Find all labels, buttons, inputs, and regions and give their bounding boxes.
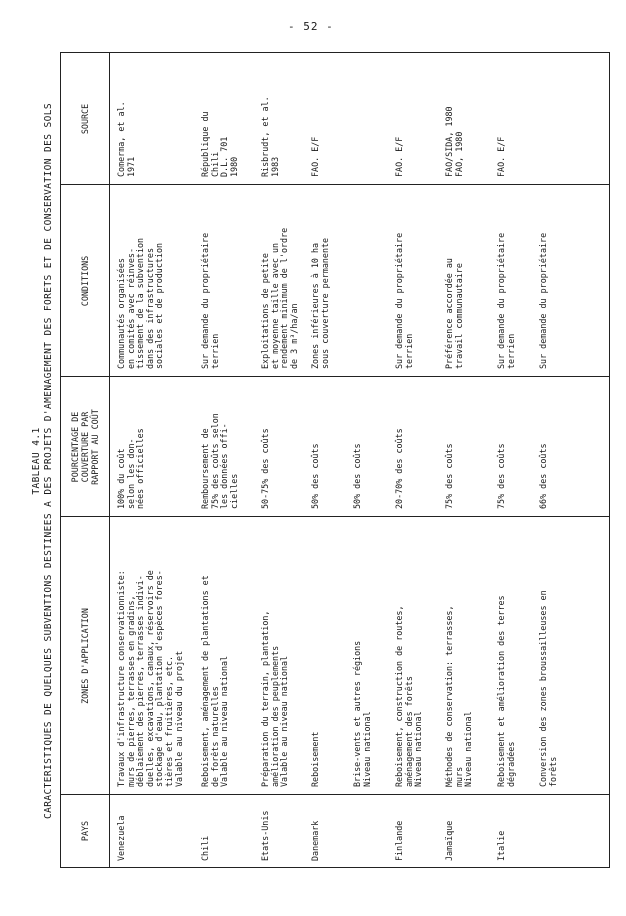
row-italie-zones: Reboisement et amélioration des terres dégradées: [496, 595, 516, 787]
table-caption: CARACTERISTIQUES DE QUELQUES SUBVENTIONS DESTINEES A DES PROJETS D'AMENAGEMENT DES FORETS ET DE CONSERVATION DES SOLS: [43, 103, 54, 819]
row-danemark-conditions: Zones inférieures à 10 ha sous couverture permanente: [310, 237, 330, 369]
header-zones: ZONES D'APPLICATION: [80, 608, 90, 704]
column-divider: [61, 516, 609, 517]
row-jamaique-pourcentage: 75% des coûts: [444, 443, 454, 509]
row-danemark-2-pourcentage: 50% des coûts: [352, 443, 362, 509]
row-etats-unis-source: Risbrudt, et al. 1983: [260, 96, 280, 177]
row-italie-pays: Italie: [496, 830, 506, 861]
row-danemark-pourcentage: 50% des coûts: [310, 443, 320, 509]
row-italie-source: FAO. E/F: [496, 136, 506, 177]
row-jamaique-pays: Jamaïque: [444, 820, 454, 861]
row-etats-unis-conditions: Exploitations de petite et moyenne taille avec un rendement minimum de l'ordre de 3 m³/ha/an: [260, 227, 299, 369]
row-danemark-2-zones: Brise-vents et autres régions Niveau national: [352, 640, 372, 787]
row-chili-source: République du Chili D.L. 701 1980: [200, 111, 239, 177]
row-venezuela-conditions: Communautés organisées en comités avec réinves- tissement de la subvention dans des infrastructures sociales et de production: [116, 237, 165, 369]
row-danemark-source: FAO. E/F: [310, 136, 320, 177]
row-chili-zones: Reboisement, aménagement de plantations et de forêts naturelles Valable au niveau national: [200, 575, 230, 787]
row-italie-2-conditions: Sur demande du propriétaire: [538, 232, 548, 369]
row-etats-unis-pays: Etats-Unis: [260, 810, 270, 861]
row-finlande-pays: Finlande: [394, 820, 404, 861]
row-etats-unis-pourcentage: 50-75% des coûts: [260, 428, 270, 509]
row-jamaique-conditions: Préférence accordée au travail communautaire: [444, 258, 464, 369]
row-venezuela-zones: Travaux d'infrastructure conservationniste: murs de pierres, terrasses en gradins, déblaiement des pierres, terrasses indivi- duelles, excavations, canaux, réservoirs de stockage d'eau, plantation d'espèces fores- tières et fruitières, etc. Valable au niveau du projet: [116, 570, 184, 787]
row-finlande-conditions: Sur demande du propriétaire terrien: [394, 232, 414, 369]
row-italie-conditions: Sur demande du propriétaire terrien: [496, 232, 516, 369]
page-number: - 52 -: [288, 20, 334, 33]
row-jamaique-zones: Méthodes de conservation: terrasses, murs Niveau national: [444, 605, 474, 787]
header-conditions: CONDITIONS: [80, 255, 90, 307]
rotated-table-page: [32, 46, 617, 876]
row-italie-pourcentage: 75% des coûts: [496, 443, 506, 509]
row-venezuela-source: Comerma, et al. 1971: [116, 101, 136, 177]
row-chili-pourcentage: Remboursement de 75% des coûts selon les données offi- cielles: [200, 413, 239, 509]
column-divider: [61, 794, 609, 795]
column-divider: [61, 376, 609, 377]
subsidies-table: [60, 52, 610, 868]
row-italie-2-zones: Conversion des zones broussailleuses en forêts: [538, 590, 558, 787]
row-danemark-zones: Reboisement: [310, 731, 320, 787]
header-pourcentage: POURCENTAGE DE COUVERTURE PAR RAPPORT AU COÛT: [70, 409, 100, 485]
row-venezuela-pays: Venezuela: [116, 815, 126, 861]
column-divider: [61, 184, 609, 185]
header-source: SOURCE: [80, 103, 90, 135]
row-danemark-pays: Danemark: [310, 820, 320, 861]
row-finlande-pourcentage: 20-70% des coûts: [394, 428, 404, 509]
row-finlande-source: FAO. E/F: [394, 136, 404, 177]
row-jamaique-source: FAO/SIDA, 1980 FAO, 1980: [444, 106, 464, 177]
row-finlande-zones: Reboisement, construction de routes, aménagement des forêts Niveau national: [394, 605, 424, 787]
header-pays: PAYS: [80, 820, 90, 842]
row-etats-unis-zones: Préparation du terrain, plantation, amélioration des peuplements Valable au niveau national: [260, 610, 290, 787]
table-header: [61, 53, 110, 867]
row-chili-pays: Chili: [200, 835, 210, 861]
row-italie-2-pourcentage: 66% des coûts: [538, 443, 548, 509]
table-title: TABLEAU 4.1: [31, 427, 42, 495]
row-venezuela-pourcentage: 100% du coût selon les don- nées officielles: [116, 428, 146, 509]
row-chili-conditions: Sur demande du propriétaire terrien: [200, 232, 220, 369]
